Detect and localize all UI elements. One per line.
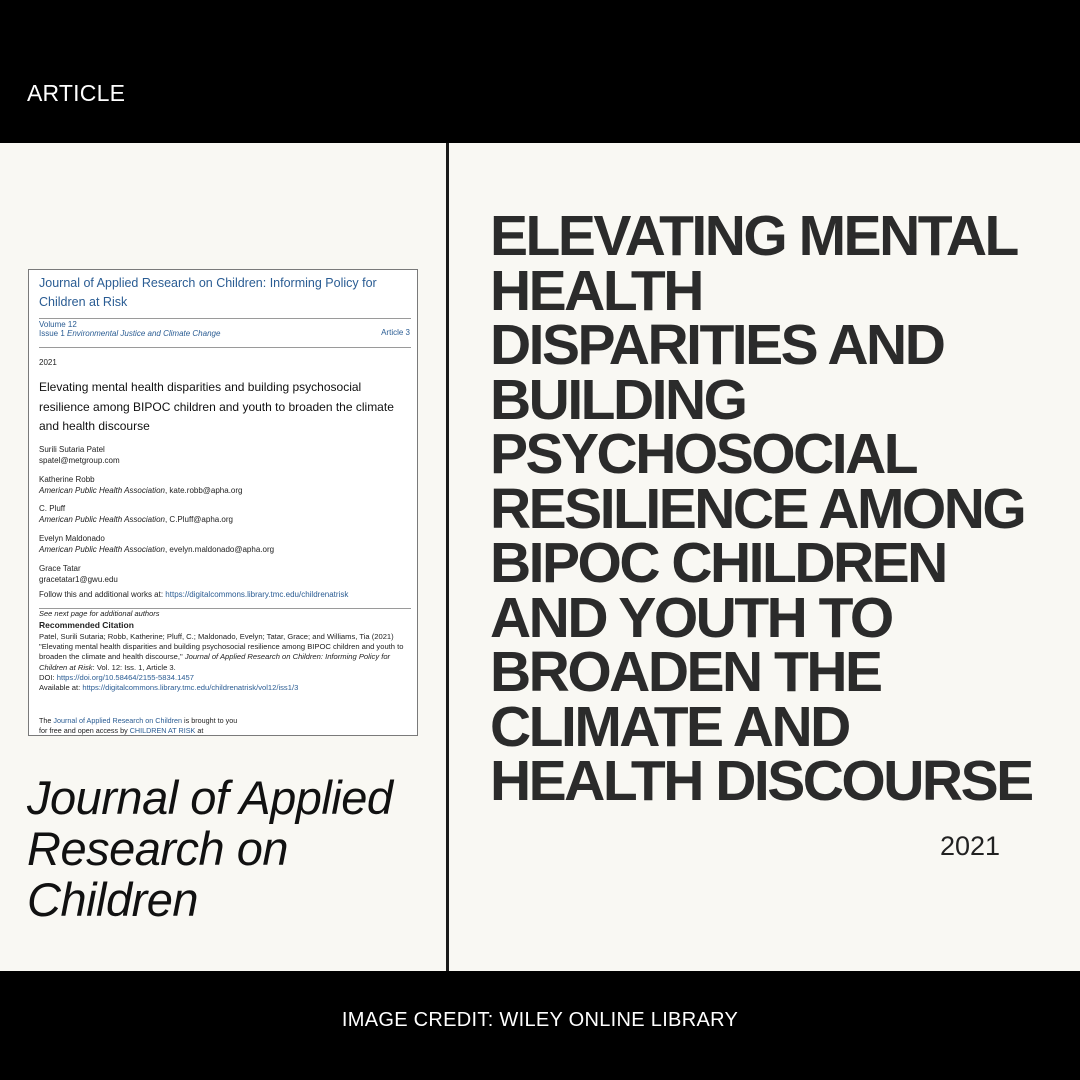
category-label: ARTICLE [27, 80, 126, 106]
doc-article-title: Elevating mental health disparities and building psychosocial resilience among BIPOC children and youth to broaden the climate and health discourse [39, 380, 394, 433]
doc-author [39, 564, 409, 585]
doc-recommended-heading: Recommended Citation [39, 620, 134, 630]
author-affiliation: American Public Health Association, C.Pluff@apha.org [39, 514, 233, 524]
article-thumbnail[interactable] [28, 269, 418, 736]
doc-rule [39, 347, 411, 348]
doc-follow: Follow this and additional works at: https://digitalcommons.library.tmc.edu/childrenatrisk [39, 590, 349, 599]
doc-author [39, 534, 409, 555]
doc-footer: The Journal of Applied Research on Children is brought to you for free and open access by CHILDREN AT RISK at [39, 716, 238, 735]
doc-author [39, 445, 409, 466]
doc-journal-title: Journal of Applied Research on Children: Informing Policy for Children at Risk [39, 276, 377, 309]
footer-children-at-risk-link[interactable]: CHILDREN AT RISK [129, 725, 196, 735]
headline-line: HEALTH [490, 258, 702, 323]
headline-line: BUILDING [490, 367, 746, 432]
headline-line: PSYCHOSOCIAL [490, 422, 917, 486]
doc-author [39, 475, 409, 496]
doc-volume: Volume 12 [39, 320, 77, 329]
headline-line: BROADEN THE [490, 640, 881, 704]
author-name: Katherine Robb [39, 475, 95, 484]
headline-line: RESILIENCE AMONG [490, 476, 1025, 541]
headline-line: CLIMATE AND [490, 694, 849, 759]
headline [490, 204, 1050, 813]
author-name: Evelyn Maldonado [39, 534, 105, 543]
headline-line: AND YOUTH TO [490, 585, 892, 650]
footer-journal-link[interactable]: Journal of Applied Research on Children [53, 716, 183, 725]
author-affiliation: American Public Health Association, evelyn.maldonado@apha.org [39, 544, 275, 554]
doc-author [39, 504, 409, 525]
doc-issue-theme: Environmental Justice and Climate Change [67, 329, 221, 338]
top-bar [0, 0, 1080, 143]
doc-see-next: See next page for additional authors [39, 609, 160, 618]
author-affiliation: American Public Health Association, kate.robb@apha.org [39, 485, 243, 495]
headline-line: BIPOC CHILDREN [490, 531, 946, 595]
headline-year: 2021 [940, 831, 1001, 861]
author-email: gracetatar1@gwu.edu [39, 574, 118, 584]
doc-rule [39, 318, 411, 319]
journal-name: Journal of Applied Research on Children [27, 771, 393, 926]
doc-volume-issue [39, 320, 239, 338]
doc-issue: Issue 1 Environmental Justice and Climate Change [39, 329, 221, 338]
image-credit: IMAGE CREDIT: WILEY ONLINE LIBRARY [341, 1009, 739, 1031]
doc-year: 2021 [39, 358, 57, 367]
follow-link[interactable]: https://digitalcommons.library.tmc.edu/childrenatrisk [165, 590, 349, 599]
headline-line: ELEVATING MENTAL [490, 204, 1017, 268]
headline-line: HEALTH DISCOURSE [490, 749, 1032, 813]
doi-link[interactable]: https://doi.org/10.58464/2155-5834.1457 [56, 672, 194, 682]
doc-article-number: Article 3 [381, 328, 410, 337]
available-link[interactable]: https://digitalcommons.library.tmc.edu/childrenatrisk/vol12/iss1/3 [82, 683, 299, 693]
author-name: Grace Tatar [39, 564, 81, 573]
author-name: C. Pluff [39, 504, 66, 513]
headline-line: DISPARITIES AND [490, 313, 944, 377]
author-email: spatel@metgroup.com [39, 455, 120, 465]
doc-citation: Patel, Surili Sutaria; Robb, Katherine; Pluff, C.; Maldonado, Evelyn; Tatar, Grace; and Williams, Tia (2021) "Elevating mental health disparities and building psychosocial resilience among BIPOC children and youth to broaden the climate and health discourse," Journal of Applied Research on Children: Informing Policy for Children at Risk: Vol. 12: Iss. 1, Article 3. DOI: https://doi.org/10.58464/2155-5834.1457 Available at: https://digitalcommons.library.tmc.edu/childrenatrisk/vol12/iss1/3 [39, 632, 404, 693]
author-name: Surili Sutaria Patel [39, 445, 105, 454]
